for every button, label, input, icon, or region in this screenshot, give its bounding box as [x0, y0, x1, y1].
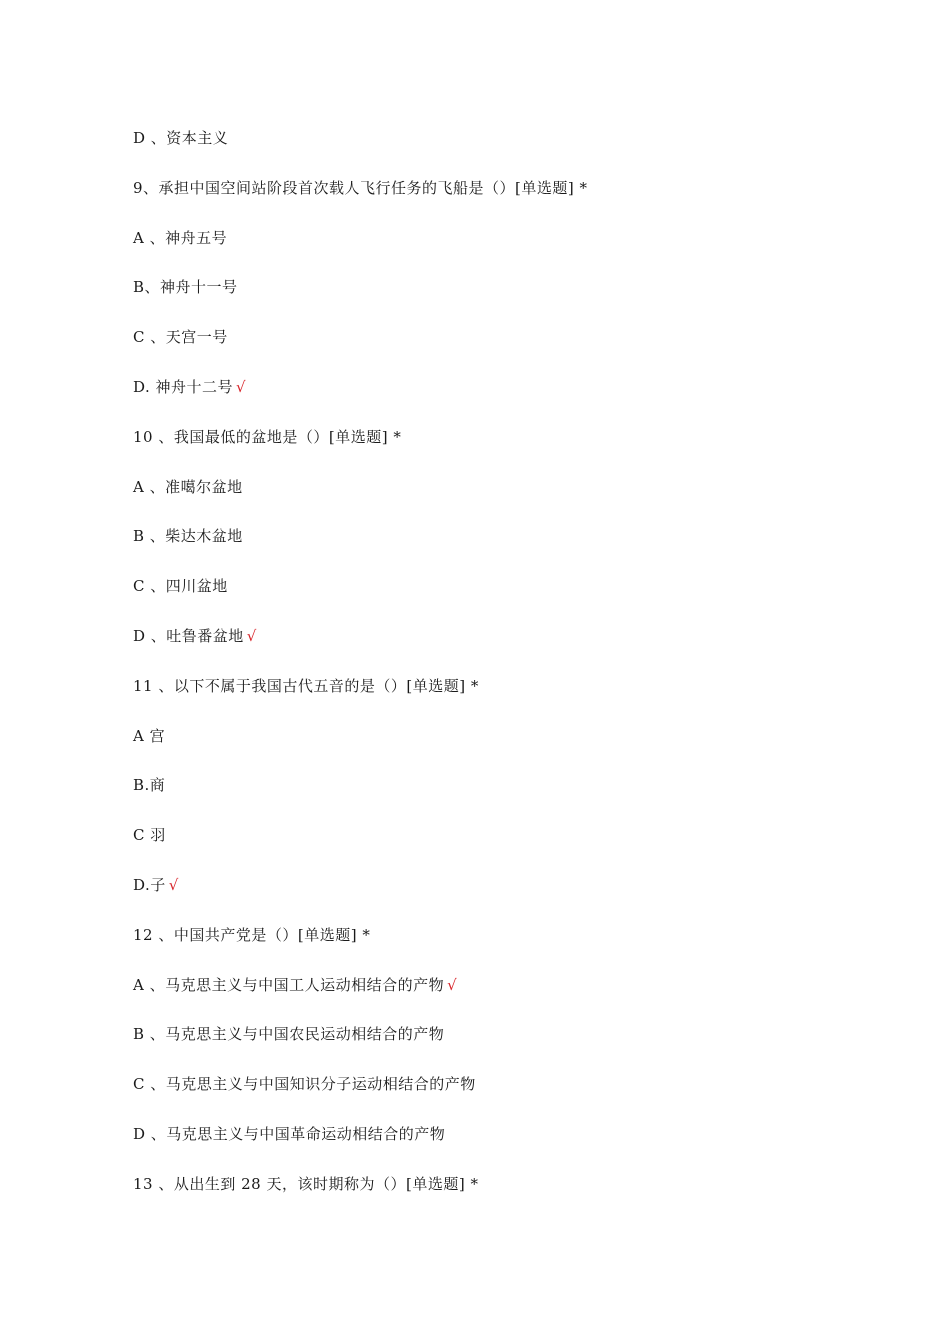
option-c-q10: [133, 576, 228, 596]
option-text: D.子: [133, 876, 166, 894]
question-text: 12 、中国共产党是（）[单选题] *: [133, 926, 371, 944]
option-d-q12: [133, 1124, 445, 1144]
option-b-q10: [133, 526, 243, 546]
option-b-q12: [133, 1024, 444, 1044]
question-text: 10 、我国最低的盆地是（）[单选题] *: [133, 428, 402, 446]
question-12: [133, 925, 370, 945]
option-d-q11: [133, 875, 179, 895]
correct-checkmark: √: [246, 627, 257, 645]
option-a-q11: [133, 726, 165, 746]
question-text: 11 、以下不属于我国古代五音的是（）[单选题] *: [133, 677, 479, 695]
option-b-q11: [133, 775, 165, 795]
option-text: D 、马克思主义与中国革命运动相结合的产物: [133, 1125, 446, 1143]
question-9: [133, 178, 588, 198]
question-text: 13 、从出生到 28 天，该时期称为（）[单选题] *: [133, 1175, 479, 1193]
option-text: D 、吐鲁番盆地: [133, 627, 244, 645]
option-c-q9: [133, 327, 228, 347]
question-11: [133, 676, 479, 696]
option-a-q9: [133, 228, 227, 248]
option-a-q10: [133, 477, 243, 497]
question-text: 9、承担中国空间站阶段首次载人飞行任务的飞船是（）[单选题] *: [133, 179, 588, 197]
option-text: A 、神舟五号: [133, 229, 228, 247]
option-text: C 、马克思主义与中国知识分子运动相结合的产物: [133, 1075, 476, 1093]
option-text: A 宫: [133, 727, 166, 745]
question-13: [133, 1174, 478, 1194]
option-d-q8: [133, 128, 228, 148]
question-10: [133, 427, 401, 447]
option-d-q10: [133, 626, 257, 646]
option-d-q9: [133, 377, 246, 397]
correct-checkmark: √: [168, 876, 179, 894]
option-text: C 、四川盆地: [133, 577, 228, 595]
option-text: C 羽: [133, 826, 166, 844]
option-text: B、神舟十一号: [133, 278, 238, 296]
correct-checkmark: √: [447, 976, 458, 994]
correct-checkmark: √: [236, 378, 247, 396]
option-text: B 、马克思主义与中国农民运动相结合的产物: [133, 1025, 445, 1043]
option-text: C 、天宫一号: [133, 328, 228, 346]
option-text: A 、准噶尔盆地: [133, 478, 243, 496]
option-b-q9: [133, 277, 238, 297]
option-c-q11: [133, 825, 166, 845]
option-text: D. 神舟十二号: [133, 378, 234, 396]
option-c-q12: [133, 1074, 476, 1094]
option-text: B 、柴达木盆地: [133, 527, 243, 545]
option-text: B.商: [133, 776, 166, 794]
option-text: D 、资本主义: [133, 129, 229, 147]
option-text: A 、马克思主义与中国工人运动相结合的产物: [133, 976, 445, 994]
option-a-q12: [133, 975, 457, 995]
